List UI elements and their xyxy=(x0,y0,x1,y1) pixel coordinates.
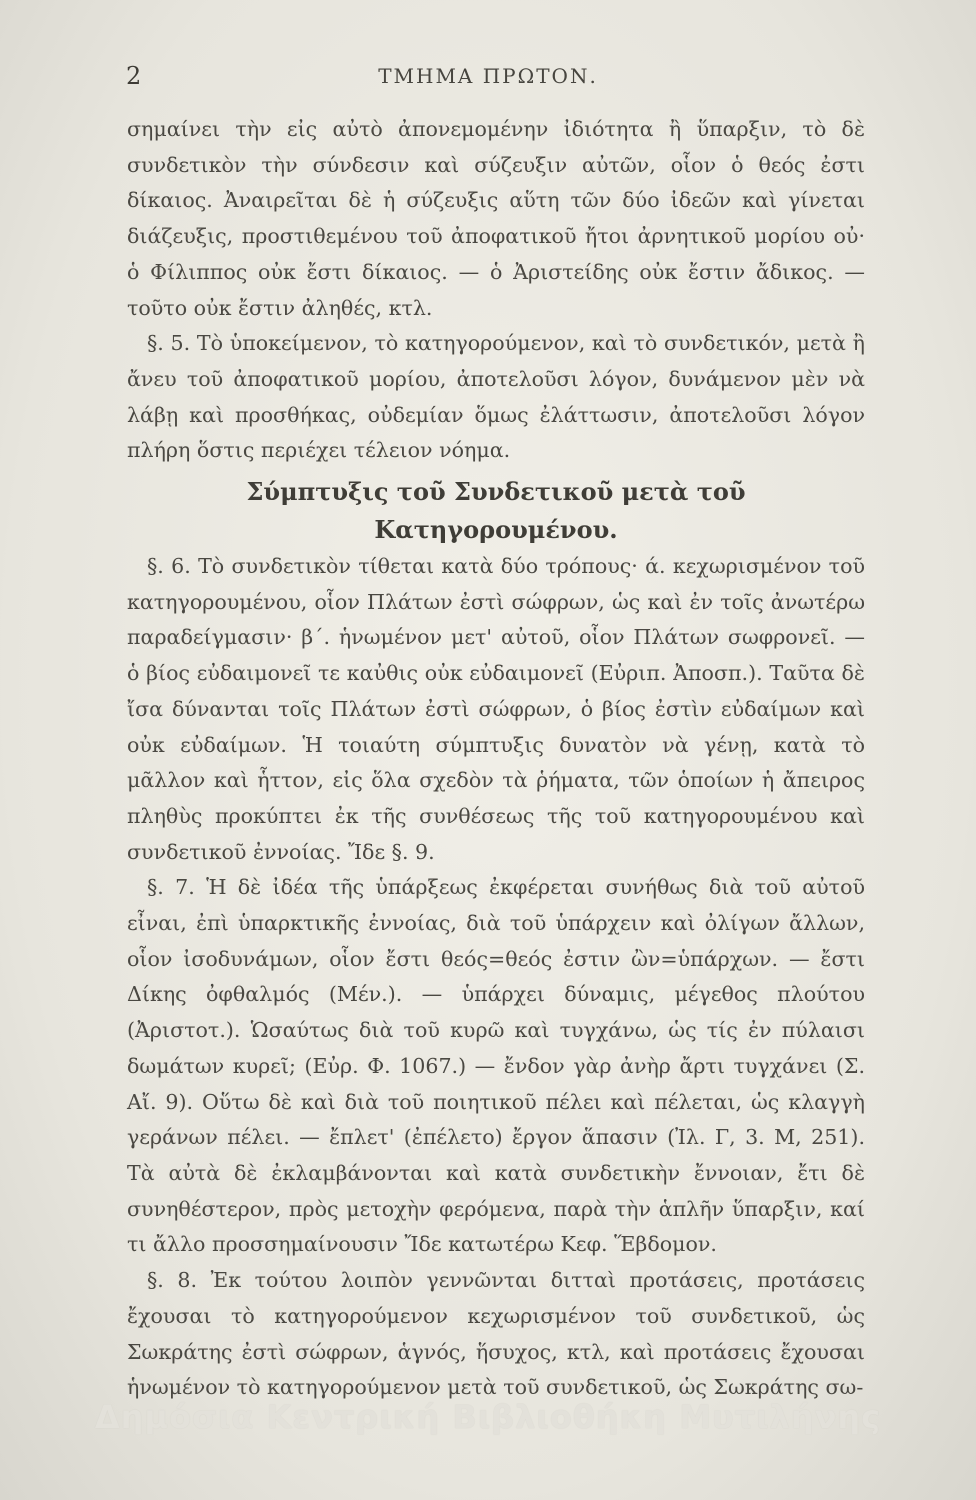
running-title: ΤΜΗΜΑ ΠΡΩΤΟΝ. xyxy=(378,64,598,88)
paragraph-section-5: §. 5. Τὸ ὑποκείμενον, τὸ κατηγορούμενον, καὶ τὸ συνδετικόν, μετὰ ἢ ἄνευ τοῦ ἀποφατικοῦ μορίου, ἀποτελοῦσι λόγον, δυνάμενον μὲν νὰ λάβῃ καὶ προσθήκας, οὐδεμίαν ὅμως ἐλάττωσιν, ἀποτελοῦσι λόγον πλήρη ὅστις περιέχει τέλειον νόημα. xyxy=(127,331,865,463)
section-heading: Σύμπτυξις τοῦ Συνδετικοῦ μετὰ τοῦ Κατηγορουμένου. xyxy=(246,477,746,545)
paragraph-intro: σημαίνει τὴν εἰς αὐτὸ ἀπονεμομένην ἰδιότητα ἢ ὕπαρξιν, τὸ δὲ συνδετικὸν τὴν σύνδεσιν καὶ σύζευξιν αὐτῶν, οἷον ὁ θεός ἐστι δίκαιος. Ἀναιρεῖται δὲ ἡ σύζευξις αὕτη τῶν δύο ἰδεῶν καὶ γίνεται διάζευξις, προστιθεμένου τοῦ ἀποφατικοῦ ἤτοι ἀρνητικοῦ μορίου οὐ· ὁ Φίλιππος οὐκ ἔστι δίκαιος. — ὁ Ἀριστείδης οὐκ ἔστιν ἄδικος. — τοῦτο οὐκ ἔστιν ἀληθές, κτλ. xyxy=(127,117,865,320)
page-number: 2 xyxy=(126,62,142,90)
body-text xyxy=(127,112,865,1406)
paragraph-section-8: §. 8. Ἐκ τούτου λοιπὸν γεννῶνται διτταὶ προτάσεις, προτάσεις ἔχουσαι τὸ κατηγορούμενον κεχωρισμένον τοῦ συνδετικοῦ, ὡς Σωκράτης ἐστὶ σώφρων, ἁγνός, ἥσυχος, κτλ, καὶ προτάσεις ἔχουσαι ἡνωμένον τὸ κατηγορούμενον μετὰ τοῦ συνδετικοῦ, ὡς Σωκράτης σω- xyxy=(127,1268,865,1400)
paragraph-section-6: §. 6. Τὸ συνδετικὸν τίθεται κατὰ δύο τρόπους· ά. κεχωρισμένον τοῦ κατηγορουμένου, οἷον Πλάτων ἐστὶ σώφρων, ὡς καὶ ἐν τοῖς ἀνωτέρω παραδείγμασιν· β΄. ἡνωμένον μετ' αὐτοῦ, οἷον Πλάτων σωφρονεῖ. — ὁ βίος εὐδαιμονεῖ τε καὐθις οὐκ εὐδαιμονεῖ (Εὐριπ. Ἀποσπ.). Ταῦτα δὲ ἴσα δύνανται τοῖς Πλάτων ἐστὶ σώφρων, ὁ βίος ἐστὶν εὐδαίμων καὶ οὐκ εὐδαίμων. Ἡ τοιαύτη σύμπτυξις δυνατὸν νὰ γένῃ, κατὰ τὸ μᾶλλον καὶ ἧττον, εἰς ὅλα σχεδὸν τὰ ῥήματα, τῶν ὁποίων ἡ ἄπειρος πληθὺς προκύπτει ἐκ τῆς συνθέσεως τῆς τοῦ κατηγορουμένου καὶ συνδετικοῦ ἐννοίας. Ἴδε §. 9. xyxy=(127,554,865,864)
library-watermark: Δημόσια Κεντρική Βιβλιοθήκη Μυτιλήνης xyxy=(94,1398,882,1436)
running-head xyxy=(0,62,976,102)
paragraph-section-7: §. 7. Ἡ δὲ ἰδέα τῆς ὑπάρξεως ἐκφέρεται συνήθως διὰ τοῦ αὐτοῦ εἶναι, ἐπὶ ὑπαρκτικῆς ἐννοίας, διὰ τοῦ ὑπάρχειν καὶ ὀλίγων ἄλλων, οἷον ἰσοδυνάμων, οἷον ἔστι θεός=θεός ἐστιν ὢν=ὑπάρχων. — ἔστι Δίκης ὀφθαλμός (Μέν.). — ὑπάρχει δύναμις, μέγεθος πλούτου (Ἀριστοτ.). Ὡσαύτως διὰ τοῦ κυρῶ καὶ τυγχάνω, ὡς τίς ἐν πύλαισι δωμάτων κυρεῖ; (Εὐρ. Φ. 1067.) — ἔνδον γὰρ ἀνὴρ ἄρτι τυγχάνει (Σ. Αἴ. 9). Οὕτω δὲ καὶ διὰ τοῦ ποιητικοῦ πέλει καὶ πέλεται, ὡς κλαγγὴ γεράνων πέλει. — ἔπλετ' (ἐπέλετο) ἔργον ἅπασιν (Ἰλ. Γ, 3. Μ, 251). Τὰ αὐτὰ δὲ ἐκλαμβάνονται καὶ κατὰ συνδετικὴν ἔννοιαν, ἔτι δὲ συνηθέστερον, πρὸς μετοχὴν φερόμενα, παρὰ τὴν ἁπλῆν ὕπαρξιν, καί τι ἄλλο προσσημαίνουσιν Ἴδε κατωτέρω Κεφ. Ἕβδομον. xyxy=(127,875,865,1257)
